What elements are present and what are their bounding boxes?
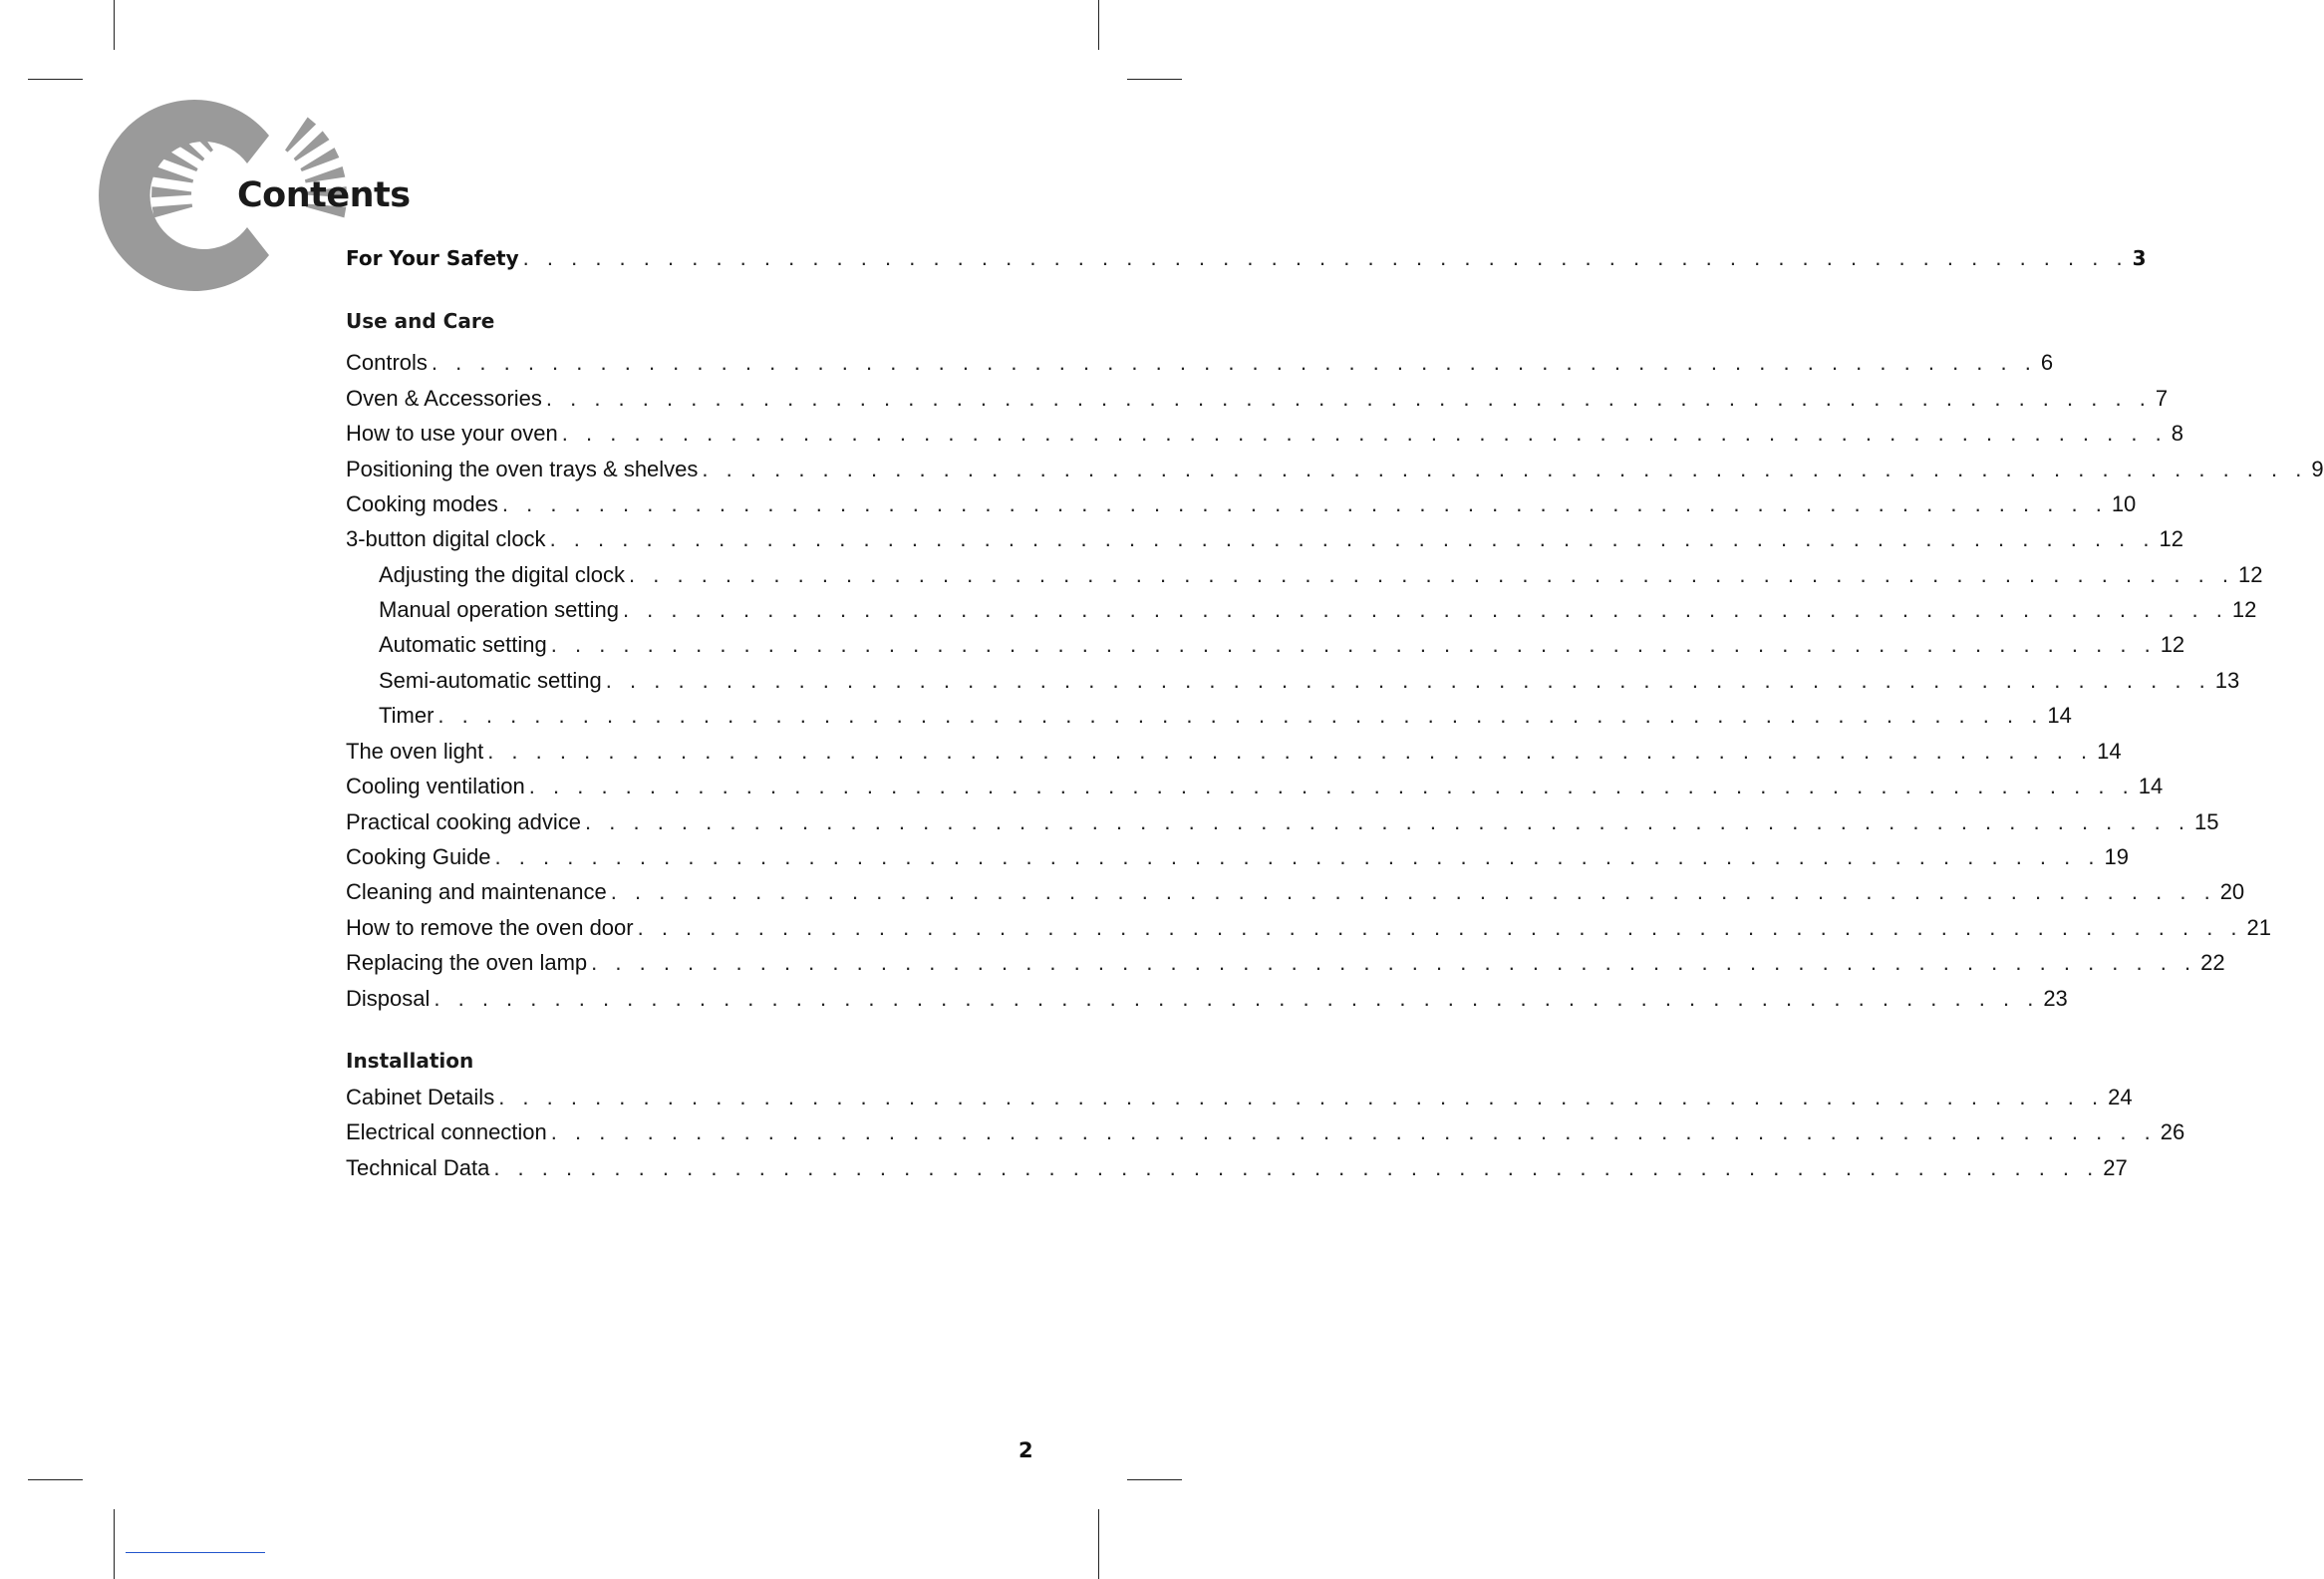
crop-mark-right-top xyxy=(1127,79,1182,80)
toc-leader-dots: . . . . . . . . . . . . . . . . . . . . . . . . . . . . . . . . . . . . . . . . . . . . . . . . . . . . . . . . . . . . . . . . . . . xyxy=(545,386,2152,411)
toc-entry-page: 15 xyxy=(2193,809,2219,834)
toc-subentry[interactable] xyxy=(379,595,2257,625)
toc-leader-dots: . . . . . . . . . . . . . . . . . . . . . . . . . . . . . . . . . . . . . . . . . . . . . . . . . . . . . . . . . . . . . . . . . . . xyxy=(629,562,2234,587)
toc-entry-page: 26 xyxy=(2160,1119,2185,1144)
toc-entry-label: Practical cooking advice xyxy=(346,809,582,834)
crop-mark-bottom-right xyxy=(1098,1509,1099,1579)
toc-leader-dots: . . . . . . . . . . . . . . . . . . . . . . . . . . . . . . . . . . . . . . . . . . . . . . . . . . . . . . . . . . . . . . . . . . . xyxy=(702,457,2308,481)
toc-entry-label: How to use your oven xyxy=(346,421,558,446)
toc-entry-label: Adjusting the digital clock xyxy=(379,562,626,587)
toc-leader-dots: . . . . . . . . . . . . . . . . . . . . . . . . . . . . . . . . . . . . . . . . . . . . . . . . . . . . . . . . . . . . . . . . . . . xyxy=(437,703,2044,728)
toc-leader-dots: . . . . . . . . . . . . . . . . . . . . . . . . . . . . . . . . . . . . . . . . . . . . . . . . . . . . . . . . . . . . . . . . . . . xyxy=(431,350,2037,375)
toc-entry-label: How to remove the oven door xyxy=(346,915,634,940)
crop-mark-left-bottom xyxy=(28,1479,83,1480)
toc-entry-label: Positioning the oven trays & shelves xyxy=(346,457,699,481)
page-title: Contents xyxy=(237,175,411,215)
toc-leader-dots: . . . . . . . . . . . . . . . . . . . . . . . . . . . . . . . . . . . . . . . . . . . . . . . . . . . . . . . . . . . . . . . . . . . xyxy=(591,950,2197,975)
toc-entry[interactable] xyxy=(346,948,2225,978)
toc-entry-label: For Your Safety xyxy=(346,246,519,270)
toc-entry-label: Controls xyxy=(346,350,428,375)
toc-entry-page: 12 xyxy=(2237,562,2263,587)
toc-leader-dots: . . . . . . . . . . . . . . . . . . . . . . . . . . . . . . . . . . . . . . . . . . . . . . . . . . . . . . . . . . . . . . . . . . . xyxy=(493,1155,2100,1180)
toc-entry-label: Cooling ventilation xyxy=(346,774,525,798)
toc-leader-dots: . . . . . . . . . . . . . . . . . . . . . . . . . . . . . . . . . . . . . . . . . . . . . . . . . . . . . . . . . . . . . . . . . . . xyxy=(434,986,2040,1011)
crop-mark-right-bottom xyxy=(1127,1479,1182,1480)
crop-mark-top-left xyxy=(114,0,115,50)
toc-subentry[interactable] xyxy=(379,560,2263,590)
toc-entry-label: Replacing the oven lamp xyxy=(346,950,588,975)
toc-entry-safety[interactable] xyxy=(346,243,2147,273)
toc-leader-dots: . . . . . . . . . . . . . . . . . . . . . . . . . . . . . . . . . . . . . . . . . . . . . . . . . . . . . . . . . . . . . . . . . . . xyxy=(549,526,2156,551)
toc-entry-label: Oven & Accessories xyxy=(346,386,542,411)
toc-leader-dots: . . . . . . . . . . . . . . . . . . . . . . . . . . . . . . . . . . . . . . . . . . . . . . . . . . . . . . . . . . . . . . . . . . . xyxy=(605,668,2211,693)
toc-entry-label: Electrical connection xyxy=(346,1119,547,1144)
toc-entry[interactable] xyxy=(346,737,2122,767)
toc-entry-page: 14 xyxy=(2097,739,2122,764)
toc-entry[interactable] xyxy=(346,455,2324,484)
toc-leader-dots: . . . . . . . . . . . . . . . . . . . . . . . . . . . . . . . . . . . . . . . . . . . . . . . . . . . . . . . . . . . . . . . . . . . xyxy=(637,915,2243,940)
toc-entry[interactable] xyxy=(346,1153,2128,1183)
toc-entry[interactable] xyxy=(346,489,2137,519)
toc-entry-page: 23 xyxy=(2043,986,2068,1011)
toc-entry[interactable] xyxy=(346,877,2245,907)
toc-entry-label: 3-button digital clock xyxy=(346,526,546,551)
toc-entry-page: 21 xyxy=(2246,915,2272,940)
toc-leader-dots: . . . . . . . . . . . . . . . . . . . . . . . . . . . . . . . . . . . . . . . . . . . . . . . . . . . . . . . . . . . . . . . . . . . xyxy=(498,1085,2105,1109)
crop-mark-left-top xyxy=(28,79,83,80)
toc-entry-page: 14 xyxy=(2138,774,2164,798)
toc-leader-dots: . . . . . . . . . . . . . . . . . . . . . . . . . . . . . . . . . . . . . . . . . . . . . . . . . . . . . . . . . . . . . . . . . . . xyxy=(550,1119,2157,1144)
toc-entry-label: Manual operation setting xyxy=(379,597,619,622)
toc-entry-label: Cleaning and maintenance xyxy=(346,879,607,904)
crop-mark-top-right xyxy=(1098,0,1099,50)
crop-mark-bottom-left xyxy=(114,1509,115,1579)
toc-entry-page: 20 xyxy=(2219,879,2245,904)
toc-entry[interactable] xyxy=(346,842,2129,872)
toc-entry-label: Cabinet Details xyxy=(346,1085,495,1109)
toc-entry-label: Automatic setting xyxy=(379,632,547,657)
toc-entry-page: 13 xyxy=(2214,668,2240,693)
toc-entry-label: Disposal xyxy=(346,986,431,1011)
toc-leader-dots: . . . . . . . . . . . . . . . . . . . . . . . . . . . . . . . . . . . . . . . . . . . . . . . . . . . . . . . . . . . . . . . . . . . xyxy=(501,491,2108,516)
toc-entry-label: Technical Data xyxy=(346,1155,490,1180)
toc-entry[interactable] xyxy=(346,419,2183,449)
toc-entry[interactable] xyxy=(346,807,2219,837)
toc-leader-dots: . . . . . . . . . . . . . . . . . . . . . . . . . . . . . . . . . . . . . . . . . . . . . . . . . . . . . . . . . . . . . . . . . . . xyxy=(528,774,2135,798)
toc-entry-label: Cooking Guide xyxy=(346,844,491,869)
toc-entry-page: 9 xyxy=(2311,457,2324,481)
toc-entry-page: 24 xyxy=(2108,1085,2133,1109)
logo-ray xyxy=(153,166,193,183)
toc-entry[interactable] xyxy=(346,1117,2185,1147)
toc-subentry[interactable] xyxy=(379,630,2185,660)
toc-entry-page: 12 xyxy=(2231,597,2257,622)
toc-entry[interactable] xyxy=(346,1083,2133,1112)
toc-entry-label: Timer xyxy=(379,703,435,728)
toc-entry[interactable] xyxy=(346,524,2183,554)
toc-entry[interactable] xyxy=(346,984,2068,1014)
toc-leader-dots: . . . . . . . . . . . . . . . . . . . . . . . . . . . . . . . . . . . . . . . . . . . . . . . . . . . . . . . . . . . . . . . . . . . xyxy=(550,632,2157,657)
toc-entry-label: Cooking modes xyxy=(346,491,498,516)
toc-entry-page: 14 xyxy=(2047,703,2072,728)
page-number: 2 xyxy=(1018,1438,1033,1462)
toc-entry-page: 27 xyxy=(2103,1155,2128,1180)
toc-entry-page: 19 xyxy=(2104,844,2129,869)
toc-entry-page: 22 xyxy=(2200,950,2225,975)
toc-leader-dots: . . . . . . . . . . . . . . . . . . . . . . . . . . . . . . . . . . . . . . . . . . . . . . . . . . . . . . . . . . . . . . . . . . . xyxy=(487,739,2094,764)
toc-entry-label: The oven light xyxy=(346,739,484,764)
section-heading-installation: Installation xyxy=(346,1049,474,1073)
toc-leader-dots: . . . . . . . . . . . . . . . . . . . . . . . . . . . . . . . . . . . . . . . . . . . . . . . . . . . . . . . . . . . . . . . . . . . xyxy=(585,809,2190,834)
toc-entry-page: 3 xyxy=(2132,246,2147,270)
toc-entry-label: Semi-automatic setting xyxy=(379,668,602,693)
logo-ray xyxy=(151,186,191,197)
toc-entry[interactable] xyxy=(346,913,2272,943)
toc-entry-page: 7 xyxy=(2155,386,2169,411)
toc-entry[interactable] xyxy=(346,772,2164,801)
toc-subentry[interactable] xyxy=(379,666,2240,696)
toc-entry-page: 6 xyxy=(2040,350,2054,375)
toc-entry-page: 12 xyxy=(2159,526,2183,551)
toc-entry-page: 10 xyxy=(2111,491,2137,516)
logo-ray xyxy=(152,203,192,217)
toc-leader-dots: . . . . . . . . . . . . . . . . . . . . . . . . . . . . . . . . . . . . . . . . . . . . . . . . . . . . . . . . . . . . . . . . . . . xyxy=(494,844,2101,869)
section-heading-use-and-care: Use and Care xyxy=(346,309,495,333)
toc-leader-dots: . . . . . . . . . . . . . . . . . . . . . . . . . . . . . . . . . . . . . . . . . . . . . . . . . . . . . . . . . . . . . . . . . . . xyxy=(522,245,2129,270)
toc-entry-page: 12 xyxy=(2160,632,2185,657)
toc-entry-page: 8 xyxy=(2171,421,2183,446)
toc-entry[interactable] xyxy=(346,348,2054,378)
toc-leader-dots: . . . . . . . . . . . . . . . . . . . . . . . . . . . . . . . . . . . . . . . . . . . . . . . . . . . . . . . . . . . . . . . . . . . xyxy=(561,421,2168,446)
toc-leader-dots: . . . . . . . . . . . . . . . . . . . . . . . . . . . . . . . . . . . . . . . . . . . . . . . . . . . . . . . . . . . . . . . . . . . xyxy=(622,597,2228,622)
toc-leader-dots: . . . . . . . . . . . . . . . . . . . . . . . . . . . . . . . . . . . . . . . . . . . . . . . . . . . . . . . . . . . . . . . . . . . xyxy=(610,879,2216,904)
toc-entry[interactable] xyxy=(346,384,2169,414)
footer-rule xyxy=(126,1552,265,1553)
toc-subentry[interactable] xyxy=(379,701,2072,731)
